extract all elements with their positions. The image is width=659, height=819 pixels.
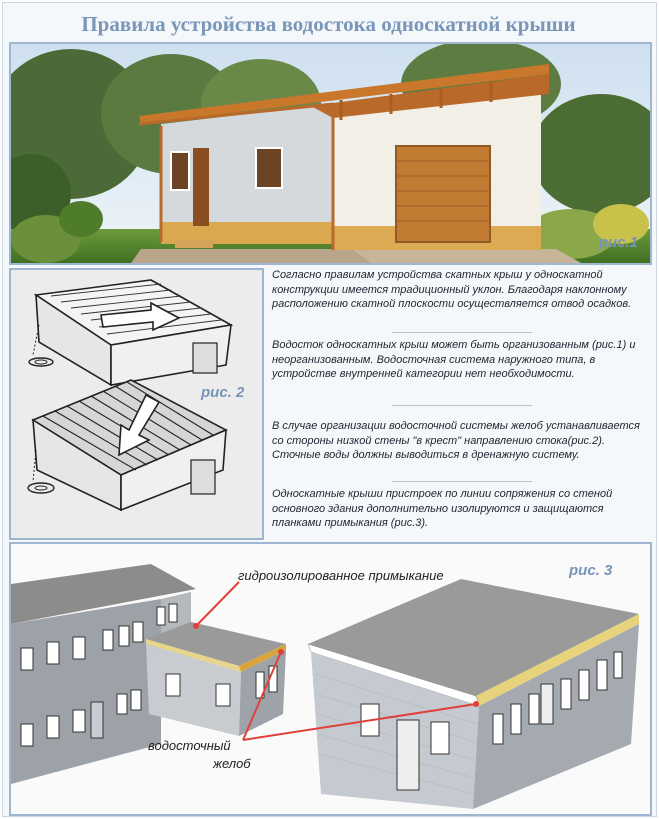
paragraph-1: Согласно правилам устройства скатных крыш у односкатной конструкции имеется традиционный уклон. Благодаря наклонному расположению скатной плоскости осуществляется отвод осадков. (272, 269, 632, 311)
paragraph-4: Односкатные крыши пристроек по линии сопряжения со стеной основного здания дополнительно изолируются и защищаются планками примыкания (рис.3). (272, 488, 613, 530)
gutter-label-line1: водосточный (148, 738, 231, 753)
figure-2-panel (9, 268, 264, 540)
divider (392, 332, 532, 333)
divider (392, 405, 532, 406)
figure-2-caption: рис. 2 (201, 384, 245, 401)
divider (392, 481, 532, 482)
title-bar (6, 6, 651, 42)
roof-sketch (11, 270, 262, 538)
figure-3-panel (9, 542, 652, 816)
figure-3-caption: рис. 3 (569, 562, 613, 579)
garage-door (396, 146, 490, 242)
buildings-illustration (11, 544, 650, 814)
page-title: Правила устройства водостока односкатной крыши (81, 12, 576, 36)
waterproof-junction-label: гидроизолированное примыкание (238, 568, 444, 583)
description-text (270, 268, 642, 536)
paragraph-2: Водосток односкатных крыш может быть организованным (рис.1) и неорганизованным. Водосточная система наружного типа, в устройстве внутренней категории нет необходимости. (272, 339, 636, 381)
paragraph-3: В случае организации водосточной системы желоб устанавливается со стороны низкой стены "в крест" направлению стока(рис.2). Сточные воды должны выводиться в дренажную систему. (272, 420, 640, 462)
garage-photo (11, 44, 650, 263)
gutter-label-line2: желоб (213, 756, 251, 771)
figure-1-panel (9, 42, 652, 265)
figure-1-caption: рис.1 (598, 234, 638, 251)
